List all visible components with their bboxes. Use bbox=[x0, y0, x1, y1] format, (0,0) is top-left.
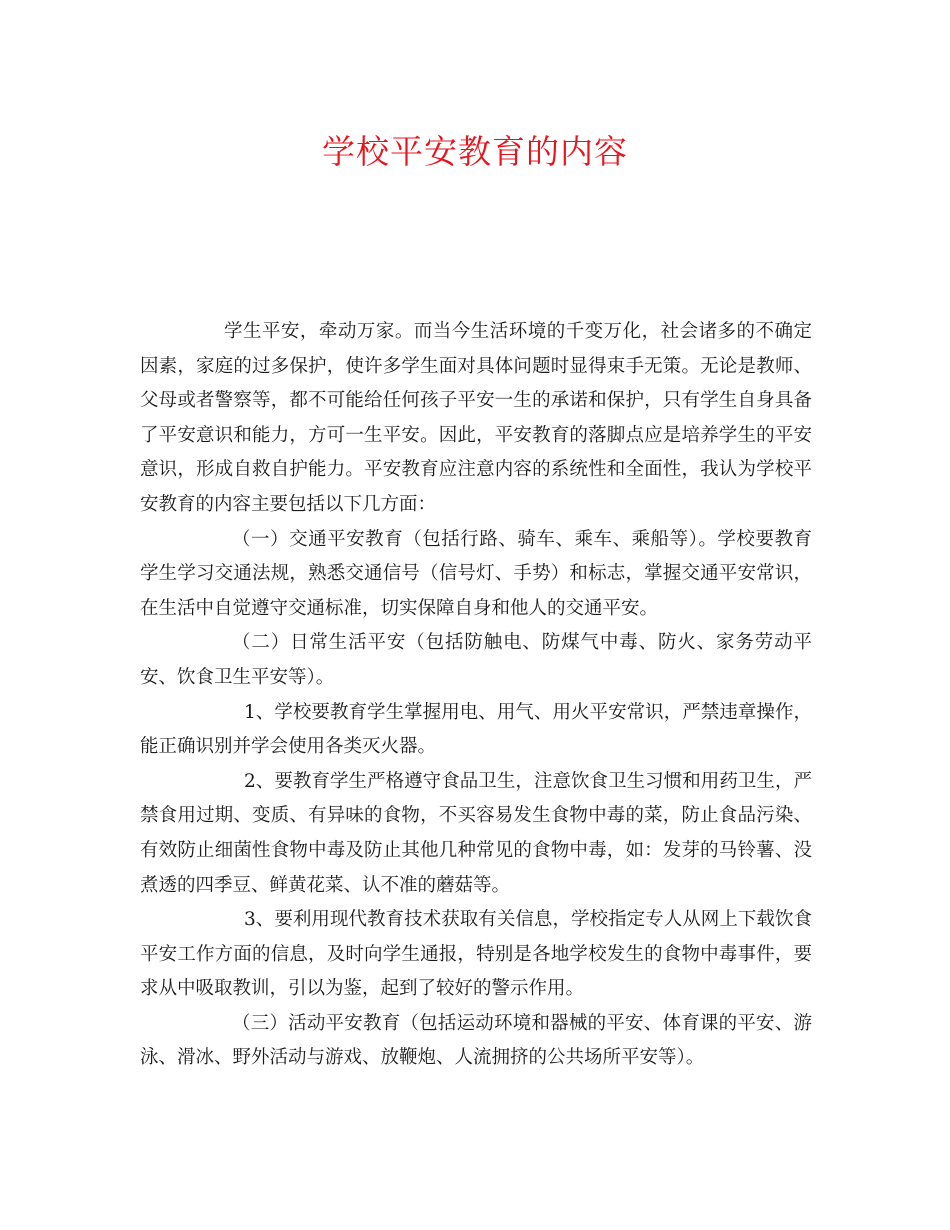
document-body bbox=[140, 315, 812, 1076]
paragraph-item-3: 3、要利用现代教育技术获取有关信息，学校指定专人从网上下载饮食平安工作方面的信息，及时向学生通报，特别是各地学校发生的食物中毒事件，要求从中吸取教训，引以为鉴，起到了较好的警示作用。 bbox=[140, 909, 812, 1000]
paragraph-intro: 学生平安，牵动万家。而当今生活环境的千变万化，社会诸多的不确定因素，家庭的过多保护，使许多学生面对具体问题时显得束手无策。无论是教师、父母或者警察等，都不可能给任何孩子平安一生的承诺和保护，只有学生自身具备了平安意识和能力，方可一生平安。因此，平安教育的落脚点应是培养学生的平安意识，形成自救自护能力。平安教育应注意内容的系统性和全面性，我认为学校平安教育的内容主要包括以下几方面： bbox=[140, 321, 812, 515]
paragraph-item-2: 2、要教育学生严格遵守食品卫生，注意饮食卫生习惯和用药卫生，严禁食用过期、变质、有异味的食物，不买容易发生食物中毒的菜，防止食品污染、有效防止细菌性食物中毒及防止其他几种常见的食物中毒，如：发芽的马铃薯、没煮透的四季豆、鲜黄花菜、认不准的蘑菇等。 bbox=[140, 770, 812, 896]
document-title: 学校平安教育的内容 bbox=[322, 132, 628, 171]
paragraph-daily-life-safety: （二）日常生活平安（包括防触电、防煤气中毒、防火、家务劳动平安、饮食卫生平安等）。 bbox=[140, 632, 812, 688]
paragraph-traffic-safety: （一）交通平安教育（包括行路、骑车、乘车、乘船等）。学校要教育学生学习交通法规，熟悉交通信号（信号灯、手势）和标志，掌握交通平安常识，在生活中自觉遵守交通标准，切实保障自身和他人的交通平安。 bbox=[140, 528, 812, 619]
paragraph-item-1: 1、学校要教育学生掌握用电、用气、用火平安常识，严禁违章操作，能正确识别并学会使用各类灭火器。 bbox=[140, 701, 812, 758]
paragraph-activity-safety: （三）活动平安教育（包括运动环境和器械的平安、体育课的平安、游泳、滑冰、野外活动与游戏、放鞭炮、人流拥挤的公共场所平安等）。 bbox=[140, 1012, 812, 1069]
